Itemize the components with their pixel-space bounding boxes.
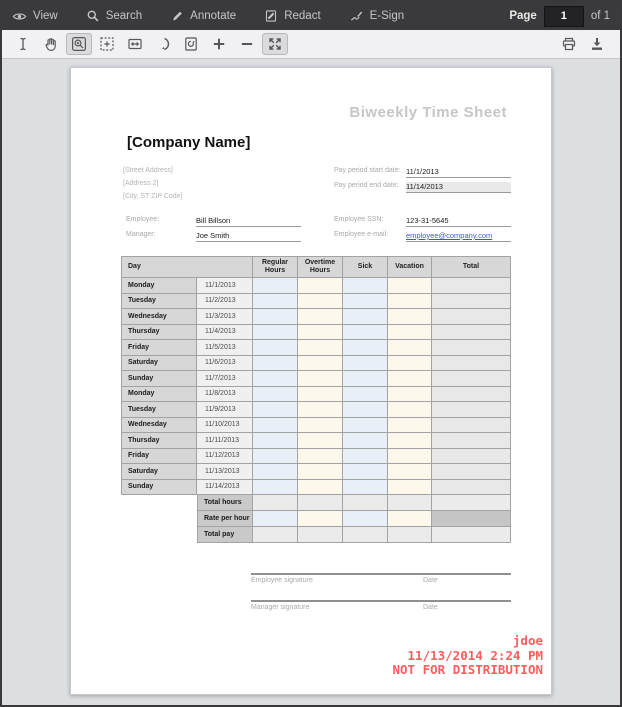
zoom-tool-button[interactable] — [66, 33, 92, 55]
total-cell — [432, 294, 511, 310]
vacation-cell[interactable] — [388, 371, 432, 387]
day-cell: Friday — [121, 340, 197, 356]
watermark-user: jdoe — [512, 633, 543, 648]
zoom-magnifier-icon — [71, 36, 87, 52]
select-area-tool-button[interactable] — [94, 33, 120, 55]
address-line: [Street Address] — [123, 167, 173, 174]
table-row — [121, 340, 511, 356]
total-cell — [432, 464, 511, 480]
minus-icon — [239, 36, 255, 52]
overtime-hours-cell[interactable] — [298, 418, 343, 434]
header-sick: Sick — [343, 256, 388, 278]
watermark-timestamp: 11/13/2014 2:24 PM — [407, 647, 543, 663]
rotate-page-tool-button[interactable] — [178, 33, 204, 55]
esign-menu-label: E-Sign — [369, 10, 405, 22]
employee-signature-date-label: Date — [423, 577, 438, 584]
date-cell: 11/2/2013 — [197, 294, 253, 310]
annotate-menu-label: Annotate — [190, 10, 237, 22]
table-row — [121, 294, 511, 310]
marquee-select-icon — [99, 36, 115, 52]
sick-cell[interactable] — [343, 464, 388, 480]
hand-icon — [43, 36, 59, 52]
overtime-hours-cell[interactable] — [298, 387, 343, 403]
regular-hours-cell[interactable] — [253, 402, 298, 418]
search-menu-label: Search — [105, 10, 143, 22]
sick-cell[interactable] — [343, 433, 388, 449]
sick-cell[interactable] — [343, 340, 388, 356]
search-menu-button[interactable] — [86, 9, 142, 23]
address-line: [Address 2] — [123, 180, 159, 187]
date-cell: 11/3/2013 — [197, 309, 253, 325]
fit-width-tool-button[interactable] — [122, 33, 148, 55]
vacation-cell[interactable] — [388, 464, 432, 480]
footer-regular-cell[interactable] — [253, 527, 298, 543]
regular-hours-cell[interactable] — [253, 433, 298, 449]
employee-label: Employee: — [126, 216, 160, 223]
footer-vacation-cell[interactable] — [388, 511, 432, 527]
day-cell: Wednesday — [121, 418, 197, 434]
rotate-tool-button[interactable] — [150, 33, 176, 55]
ssn-value[interactable]: 123-31-5645 — [406, 216, 511, 227]
timesheet-table — [121, 256, 511, 543]
overtime-hours-cell[interactable] — [298, 278, 343, 294]
overtime-hours-cell[interactable] — [298, 449, 343, 465]
pay-period-start-row — [71, 167, 551, 179]
footer-spacer-cell — [121, 527, 197, 543]
total-cell — [432, 433, 511, 449]
timesheet-footer-rows — [121, 495, 511, 543]
overtime-hours-cell[interactable] — [298, 371, 343, 387]
ibeam-icon — [15, 36, 31, 52]
tool-toolbar — [2, 30, 620, 59]
address-line: [City, ST ZIP Code] — [123, 193, 183, 200]
fullscreen-toggle-button[interactable] — [262, 33, 288, 55]
vacation-cell[interactable] — [388, 294, 432, 310]
table-row — [121, 464, 511, 480]
date-cell: 11/4/2013 — [197, 325, 253, 341]
date-cell: 11/6/2013 — [197, 356, 253, 372]
vacation-cell[interactable] — [388, 325, 432, 341]
sick-cell[interactable] — [343, 418, 388, 434]
sick-cell[interactable] — [343, 402, 388, 418]
sick-cell[interactable] — [343, 278, 388, 294]
footer-label-cell: Total hours — [197, 495, 253, 511]
redact-menu-button[interactable] — [264, 9, 320, 23]
page-label: Page — [509, 10, 537, 22]
regular-hours-cell[interactable] — [253, 371, 298, 387]
regular-hours-cell[interactable] — [253, 309, 298, 325]
rotate-icon — [155, 36, 171, 52]
company-name: [Company Name] — [127, 134, 251, 151]
overtime-hours-cell[interactable] — [298, 356, 343, 372]
vacation-cell[interactable] — [388, 433, 432, 449]
sick-cell[interactable] — [343, 371, 388, 387]
footer-regular-cell[interactable] — [253, 511, 298, 527]
employee-signature-label: Employee signature — [251, 577, 313, 584]
sick-cell[interactable] — [343, 449, 388, 465]
date-cell: 11/7/2013 — [197, 371, 253, 387]
table-row — [121, 356, 511, 372]
footer-overtime-cell[interactable] — [298, 495, 343, 511]
day-cell: Wednesday — [121, 309, 197, 325]
footer-overtime-cell[interactable] — [298, 527, 343, 543]
pay-period-end-label: Pay period end date: — [334, 182, 399, 189]
vacation-cell[interactable] — [388, 449, 432, 465]
regular-hours-cell[interactable] — [253, 340, 298, 356]
regular-hours-cell[interactable] — [253, 464, 298, 480]
footer-vacation-cell[interactable] — [388, 527, 432, 543]
day-cell: Thursday — [121, 325, 197, 341]
vacation-cell[interactable] — [388, 340, 432, 356]
footer-label-cell: Total pay — [197, 527, 253, 543]
day-cell: Sunday — [121, 480, 197, 496]
table-header-row — [121, 256, 511, 278]
total-cell — [432, 449, 511, 465]
date-cell: 11/11/2013 — [197, 433, 253, 449]
manager-value[interactable]: Joe Smith — [196, 231, 301, 242]
footer-regular-cell[interactable] — [253, 495, 298, 511]
document-viewer-area[interactable] — [2, 59, 620, 705]
page-number-input[interactable] — [544, 6, 584, 27]
pay-period-end-value[interactable]: 11/14/2013 — [406, 182, 511, 193]
vacation-cell[interactable] — [388, 278, 432, 294]
total-cell — [432, 309, 511, 325]
date-cell: 11/12/2013 — [197, 449, 253, 465]
page-total-label: of 1 — [590, 10, 610, 22]
header-total: Total — [432, 256, 511, 278]
manager-signature-label: Manager signature — [251, 604, 310, 611]
date-cell: 11/10/2013 — [197, 418, 253, 434]
date-cell: 11/5/2013 — [197, 340, 253, 356]
hand-pan-tool-button[interactable] — [38, 33, 64, 55]
overtime-hours-cell[interactable] — [298, 464, 343, 480]
sick-cell[interactable] — [343, 387, 388, 403]
table-row — [121, 371, 511, 387]
vacation-cell[interactable] — [388, 480, 432, 496]
overtime-hours-cell[interactable] — [298, 340, 343, 356]
vacation-cell[interactable] — [388, 402, 432, 418]
esign-menu-button[interactable] — [349, 9, 405, 23]
day-cell: Saturday — [121, 464, 197, 480]
pay-period-start-value[interactable]: 11/1/2013 — [406, 167, 511, 178]
table-row — [121, 309, 511, 325]
sick-cell[interactable] — [343, 309, 388, 325]
vacation-cell[interactable] — [388, 387, 432, 403]
rotate-page-icon — [183, 36, 199, 52]
regular-hours-cell[interactable] — [253, 356, 298, 372]
fit-width-icon — [127, 36, 143, 52]
email-label: Employee e-mail: — [334, 231, 389, 238]
regular-hours-cell[interactable] — [253, 449, 298, 465]
date-cell: 11/13/2013 — [197, 464, 253, 480]
table-row — [121, 278, 511, 294]
vacation-cell[interactable] — [388, 309, 432, 325]
manager-row — [71, 231, 551, 243]
total-cell — [432, 418, 511, 434]
overtime-hours-cell[interactable] — [298, 309, 343, 325]
footer-total-cell — [432, 527, 511, 543]
printer-icon — [561, 36, 577, 52]
table-footer-row — [121, 495, 511, 511]
total-cell — [432, 371, 511, 387]
table-row — [121, 433, 511, 449]
footer-sick-cell[interactable] — [343, 495, 388, 511]
sick-cell[interactable] — [343, 356, 388, 372]
day-cell: Friday — [121, 449, 197, 465]
day-cell: Monday — [121, 278, 197, 294]
pen-icon — [170, 9, 184, 23]
pay-period-start-label: Pay period start date: — [334, 167, 401, 174]
regular-hours-cell[interactable] — [253, 325, 298, 341]
top-toolbar — [2, 2, 620, 30]
day-cell: Sunday — [121, 371, 197, 387]
document-title: Biweekly Time Sheet — [349, 104, 507, 121]
view-menu-label: View — [33, 10, 58, 22]
total-cell — [432, 402, 511, 418]
total-cell — [432, 278, 511, 294]
day-cell: Monday — [121, 387, 197, 403]
manager-signature-date-label: Date — [423, 604, 438, 611]
table-row — [121, 449, 511, 465]
vacation-cell[interactable] — [388, 356, 432, 372]
day-cell: Saturday — [121, 356, 197, 372]
email-value[interactable]: employee@company.com — [406, 231, 511, 242]
esign-icon — [349, 9, 364, 23]
annotate-menu-button[interactable] — [170, 9, 236, 23]
overtime-hours-cell[interactable] — [298, 433, 343, 449]
regular-hours-cell[interactable] — [253, 387, 298, 403]
watermark-notice: NOT FOR DISTRIBUTION — [392, 662, 543, 677]
total-cell — [432, 480, 511, 496]
table-footer-row — [121, 511, 511, 527]
regular-hours-cell[interactable] — [253, 278, 298, 294]
total-cell — [432, 325, 511, 341]
table-row — [121, 402, 511, 418]
day-cell: Tuesday — [121, 294, 197, 310]
table-row — [121, 325, 511, 341]
overtime-hours-cell[interactable] — [298, 480, 343, 496]
overtime-hours-cell[interactable] — [298, 325, 343, 341]
ssn-label: Employee SSN: — [334, 216, 384, 223]
page-navigation — [509, 6, 610, 27]
footer-label-cell: Rate per hour — [197, 511, 253, 527]
footer-spacer-cell — [121, 511, 197, 527]
regular-hours-cell[interactable] — [253, 480, 298, 496]
vacation-cell[interactable] — [388, 418, 432, 434]
fullscreen-icon — [267, 36, 283, 52]
table-footer-row — [121, 527, 511, 543]
employee-signature-row — [251, 573, 511, 584]
employee-row — [71, 216, 551, 228]
search-icon — [86, 9, 100, 23]
sick-cell[interactable] — [343, 294, 388, 310]
footer-sick-cell[interactable] — [343, 511, 388, 527]
pay-period-end-row — [71, 182, 551, 194]
footer-spacer-cell — [121, 495, 197, 511]
text-select-tool-button[interactable] — [10, 33, 36, 55]
header-regular-hours: Regular Hours — [253, 256, 298, 278]
total-cell — [432, 356, 511, 372]
day-cell: Thursday — [121, 433, 197, 449]
overtime-hours-cell[interactable] — [298, 402, 343, 418]
total-cell — [432, 387, 511, 403]
date-cell: 11/1/2013 — [197, 278, 253, 294]
header-overtime-hours: Overtime Hours — [298, 256, 343, 278]
footer-overtime-cell[interactable] — [298, 511, 343, 527]
view-menu-button[interactable] — [12, 9, 58, 24]
header-day: Day — [121, 256, 253, 278]
zoom-out-button[interactable] — [234, 33, 260, 55]
regular-hours-cell[interactable] — [253, 418, 298, 434]
footer-total-cell — [432, 511, 511, 527]
download-icon — [589, 36, 605, 52]
table-row — [121, 418, 511, 434]
overtime-hours-cell[interactable] — [298, 294, 343, 310]
print-button[interactable] — [556, 33, 582, 55]
date-cell: 11/8/2013 — [197, 387, 253, 403]
footer-sick-cell[interactable] — [343, 527, 388, 543]
day-cell: Tuesday — [121, 402, 197, 418]
eye-icon — [12, 9, 27, 24]
manager-label: Manager: — [126, 231, 156, 238]
redact-menu-label: Redact — [284, 10, 321, 22]
distribution-watermark — [392, 634, 543, 678]
employee-value[interactable]: Bill Billson — [196, 216, 301, 227]
footer-vacation-cell[interactable] — [388, 495, 432, 511]
plus-icon — [211, 36, 227, 52]
table-row — [121, 480, 511, 496]
redact-icon — [264, 9, 278, 23]
document-page — [70, 67, 552, 695]
header-vacation: Vacation — [388, 256, 432, 278]
footer-total-cell — [432, 495, 511, 511]
timesheet-day-rows — [121, 278, 511, 495]
table-row — [121, 387, 511, 403]
date-cell: 11/14/2013 — [197, 480, 253, 496]
sick-cell[interactable] — [343, 325, 388, 341]
sick-cell[interactable] — [343, 480, 388, 496]
manager-signature-row — [251, 600, 511, 611]
download-button[interactable] — [584, 33, 610, 55]
total-cell — [432, 340, 511, 356]
regular-hours-cell[interactable] — [253, 294, 298, 310]
zoom-in-button[interactable] — [206, 33, 232, 55]
date-cell: 11/9/2013 — [197, 402, 253, 418]
